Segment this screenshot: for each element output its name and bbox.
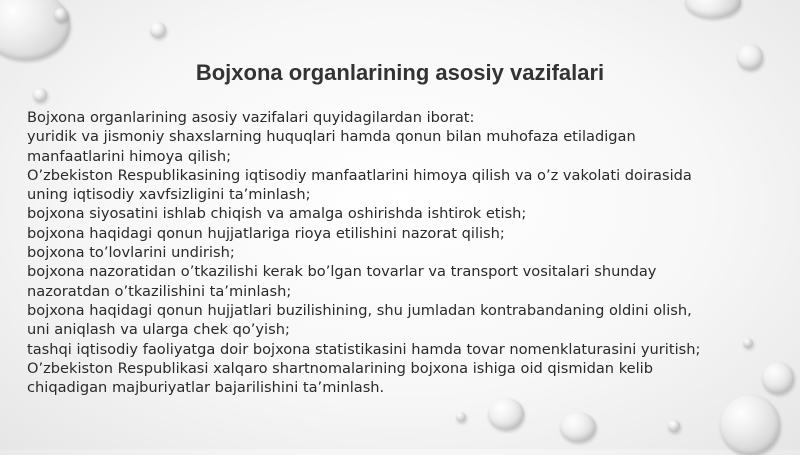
slide-title: Bojxona organlarining asosiy vazifalari (195, 60, 605, 85)
body-line: bojxona nazoratidan o’tkazilishi kerak bo’lgan tovarlar va transport vositalari shunday (27, 263, 657, 281)
body-line: Bojxona organlarining asosiy vazifalari quyidagilardan iborat: (27, 109, 475, 126)
body-line: uni aniqlash va ularga chek qo’yish; (27, 321, 290, 339)
body-line: nazoratdan o’tkazilishini ta’minlash; (27, 282, 292, 300)
body-line: bojxona to’lovlarini undirish; (27, 244, 235, 262)
slide-body (27, 108, 787, 397)
water-drop-decoration (54, 8, 68, 22)
body-line: O’zbekiston Respublikasining iqtisodiy manfaatlarini himoya qilish va o’z vakolati doirasida (27, 166, 692, 184)
body-line: yuridik va jismoniy shaxslarning huquqlari hamda qonun bilan muhofaza etiladigan (27, 128, 636, 146)
water-drop-decoration (685, 0, 741, 18)
body-line: bojxona haqidagi qonun hujjatlariga rioya etilishini nazorat qilish; (27, 224, 505, 242)
body-line: uning iqtisodiy xavfsizligini ta’minlash; (27, 186, 311, 204)
body-line: chiqadigan majburiyatlar bajarilishini ta’minlash. (27, 379, 385, 397)
body-line: O’zbekiston Respublikasi xalqaro shartnomalarining bojxona ishiga oid qismidan kelib (27, 359, 653, 377)
body-line: bojxona siyosatini ishlab chiqish va amalga oshirishda ishtirok etish; (27, 205, 527, 223)
water-drop-decoration (560, 412, 596, 442)
water-drop-decoration (456, 412, 466, 422)
water-drop-decoration (33, 88, 47, 102)
body-line: manfaatlarini himoya qilish; (27, 147, 232, 165)
water-drop-decoration (720, 395, 780, 455)
body-line: tashqi iqtisodiy faoliyatga doir bojxona statistikasini hamda tovar nomenklaturasini yuritish; (27, 340, 701, 358)
water-drop-decoration (488, 398, 524, 430)
body-line: bojxona haqidagi qonun hujjatlari buzilishining, shu jumladan kontrabandaning oldini olish, (27, 301, 692, 319)
water-drop-decoration (150, 22, 166, 38)
water-drop-decoration (668, 420, 680, 432)
